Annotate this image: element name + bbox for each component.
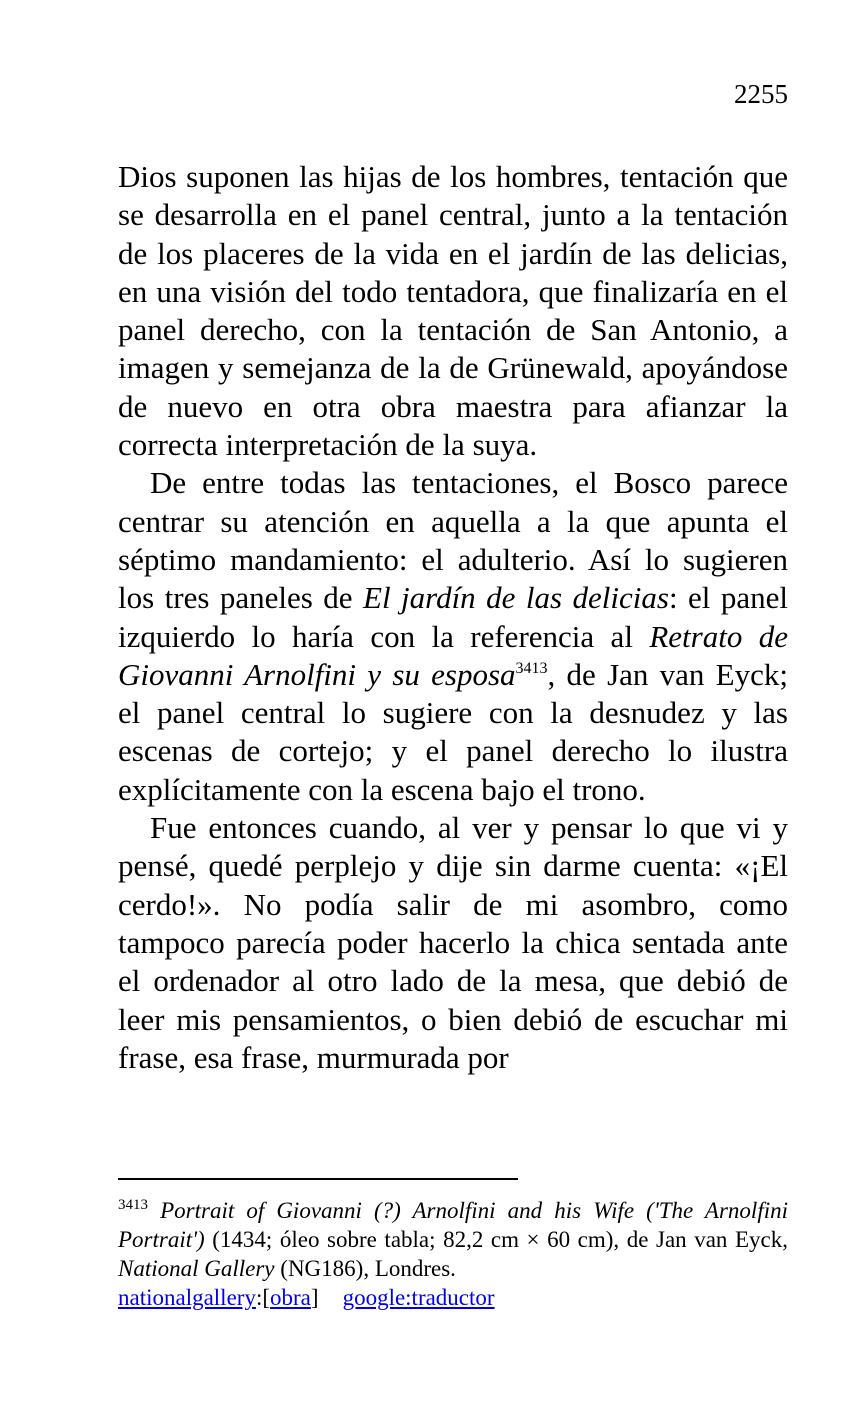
footnote-museum: National Gallery [118, 1256, 275, 1281]
link-separator-open: :[ [255, 1285, 271, 1310]
footnote-text-2: (NG186), Londres. [274, 1256, 456, 1281]
footnote-artwork-title: Portrait of Giovanni (?) Arnolfini and his Wife ('The Arnolfini Portrait') [118, 1198, 788, 1252]
paragraph-2-text-3: , de Jan van Eyck; el panel central lo sugiere con la desnudez y las escenas de cortejo; y el panel derecho lo ilustra explícitamente con la escena bajo el trono. [118, 656, 788, 807]
paragraph-2-text-2: : el panel izquierdo lo haría con la referencia al [118, 580, 789, 654]
page-number: 2255 [734, 79, 788, 109]
google-translator-link[interactable]: google:traductor [342, 1285, 495, 1310]
footnote-links [118, 1283, 788, 1312]
footnote-divider [118, 1178, 518, 1180]
link-separator-close: ] [310, 1285, 319, 1310]
artwork-title-garden: El jardín de las delicias [363, 580, 669, 616]
footnote-reference: 3413 [515, 659, 548, 677]
obra-link[interactable]: obra [270, 1285, 311, 1310]
footnote [118, 1196, 788, 1312]
nationalgallery-link[interactable]: nationalgallery [118, 1285, 256, 1310]
footnote-number: 3413 [118, 1197, 148, 1213]
footnote-text-1: (1434; óleo sobre tabla; 82,2 cm × 60 cm), de Jan van Eyck, [204, 1227, 788, 1252]
paragraph-2 [118, 464, 788, 809]
paragraph-1: Dios suponen las hijas de los hombres, tentación que se desarrolla en el panel central, junto a la tentación de los placeres de la vida en el jardín de las delicias, en una visión del todo tentadora, que finalizaría en el panel derecho, con la tentación de San Antonio, a imagen y semejanza de la de Grünewald, apoyándose de nuevo en otra obra maestra para afianzar la correcta interpretación de la suya. [118, 159, 788, 463]
artwork-title-arnolfini: Retrato de Giovanni Arnolfini y su esposa [118, 618, 788, 692]
footnote-text [118, 1196, 788, 1283]
paragraph-2-text-1: De entre todas las tentaciones, el Bosco parece centrar su atención en aquella a la que apunta el séptimo mandamiento: el adulterio. Así lo sugieren los tres paneles de [118, 465, 788, 616]
paragraph-3: Fue entonces cuando, al ver y pensar lo que vi y pensé, quedé perplejo y dije sin darme cuenta: «¡El cerdo!». No podía salir de mi asombro, como tampoco parecía poder hacerlo la chica sentada ante el ordenador al otro lado de la mesa, que debió de leer mis pensamientos, o bien debió de escuchar mi frase, esa frase, murmurada por [118, 810, 788, 1075]
body-text [118, 158, 788, 1077]
